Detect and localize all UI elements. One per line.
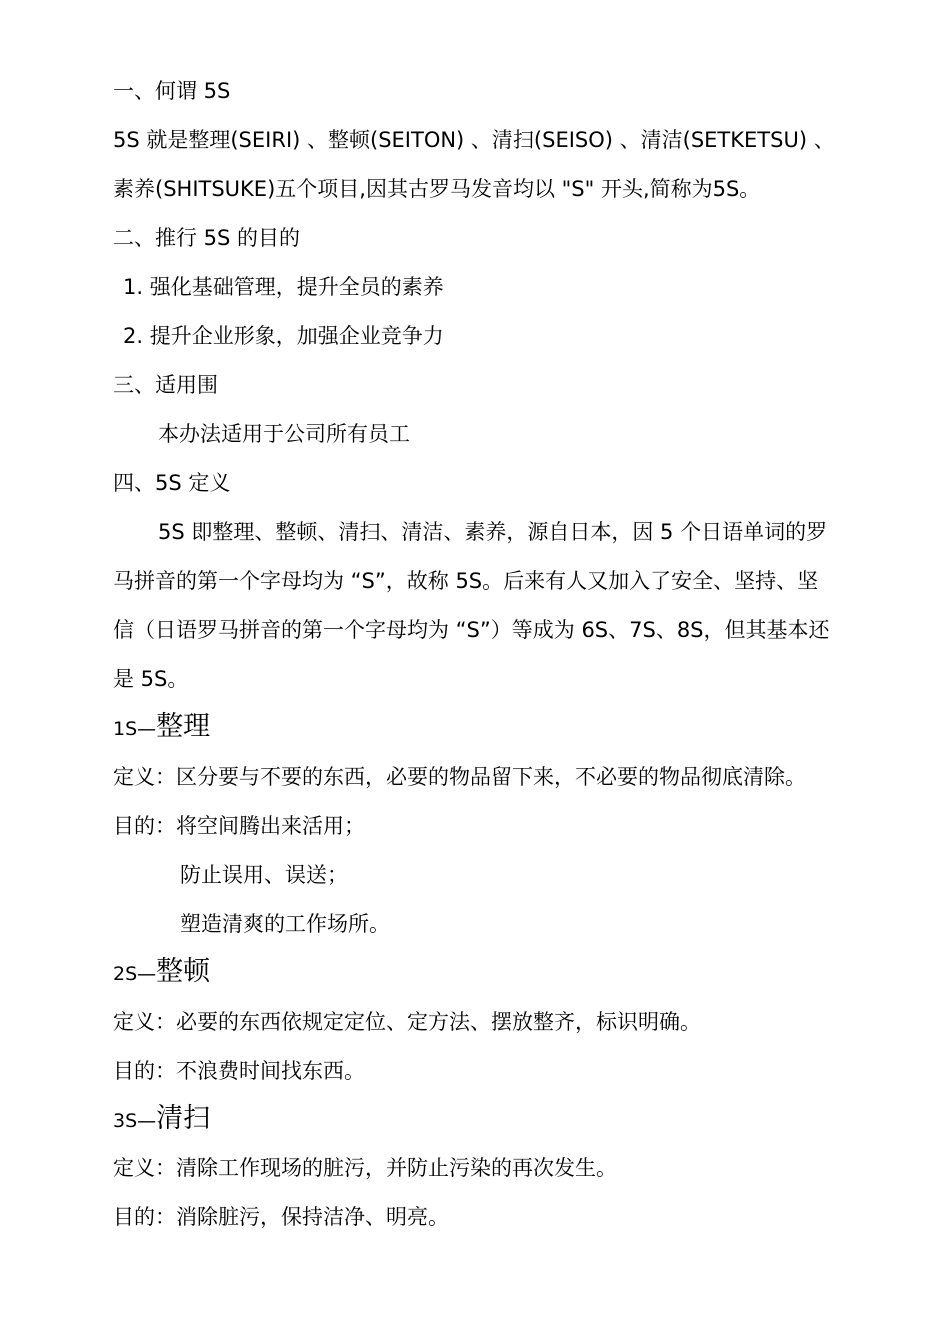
s2-definition: 定义：必要的东西依规定定位、定方法、摆放整齐，标识明确。 xyxy=(113,1010,701,1034)
s3-purpose: 目的：消除脏污，保持洁净、明亮。 xyxy=(113,1205,449,1229)
s3-definition: 定义：清除工作现场的脏污，并防止污染的再次发生。 xyxy=(113,1156,617,1180)
s1-purpose-line1: 目的：将空间腾出来活用； xyxy=(113,814,365,838)
section4-paragraph-line4: 是 5S。 xyxy=(113,667,189,691)
s3-heading-title: 清扫 xyxy=(156,1103,211,1134)
section1-title: 一、何谓 5S xyxy=(113,79,231,103)
s1-heading-title: 整理 xyxy=(156,711,211,742)
s1-heading xyxy=(113,709,210,747)
s3-heading-prefix: 3S— xyxy=(113,1110,157,1132)
s1-definition: 定义：区分要与不要的东西，必要的物品留下来，不必要的物品彻底清除。 xyxy=(113,765,806,789)
section4-paragraph-line1: 5S 即整理、整顿、清扫、清洁、素养，源自日本，因 5 个日语单词的罗 xyxy=(158,520,828,544)
s3-heading xyxy=(113,1101,210,1139)
section3-title: 三、适用围 xyxy=(113,373,218,397)
section1-text-line1: 5S 就是整理(SEIRI) 、整顿(SEITON) 、清扫(SEISO) 、清洁(SETKETSU) 、 xyxy=(113,128,835,152)
section4-title: 四、5S 定义 xyxy=(113,471,231,495)
s2-heading xyxy=(113,954,210,992)
section2-list-item-2: 2. 提升企业形象，加强企业竞争力 xyxy=(123,324,444,348)
section3-text: 本办法适用于公司所有员工 xyxy=(158,422,410,446)
s2-heading-prefix: 2S— xyxy=(113,963,157,985)
section4-paragraph-line2: 马拼音的第一个字母均为 “S”，故称 5S。后来有人又加入了安全、坚持、坚 xyxy=(113,569,819,593)
section2-title: 二、推行 5S 的目的 xyxy=(113,226,301,250)
s1-purpose-line3: 塑造清爽的工作场所。 xyxy=(180,912,390,936)
s1-heading-prefix: 1S— xyxy=(113,718,157,740)
s2-purpose: 目的：不浪费时间找东西。 xyxy=(113,1059,365,1083)
s1-purpose-line2: 防止误用、误送； xyxy=(180,863,348,887)
section1-text-line2: 素养(SHITSUKE)五个项目,因其古罗马发音均以 "S" 开头,简称为5S。 xyxy=(113,177,761,201)
s2-heading-title: 整顿 xyxy=(156,956,211,987)
section4-paragraph-line3: 信（日语罗马拼音的第一个字母均为 “S”）等成为 6S、7S、8S，但其基本还 xyxy=(113,618,830,642)
section2-list-item-1: 1. 强化基础管理，提升全员的素养 xyxy=(123,275,444,299)
